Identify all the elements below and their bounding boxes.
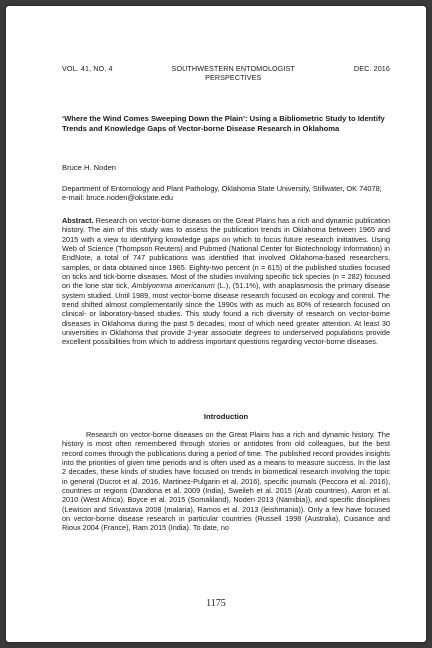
journal-name-line2: PERSPECTIVES (205, 73, 262, 82)
running-header (62, 64, 390, 82)
introduction-paragraph: Research on vector-borne diseases on the Great Plains has a rich and dynamic history. The history is most often remembered through stories or antidotes from old colleagues, but the best record comes through the publications during a period of time. The published record provides insights into the priorities of given time periods and is often used as a means to measure success. In the last 2 decades, these kinds of studies have focused on trends in biomedical research involving the topic in general (Ducrot et al. 2016, Martinez-Pulgarin et al. 2016), specific journals (Peccora et al. 2016), countries or regions (Dandona et al. 2009 (India), Sweileh et al. 2015 (Arab countries), Aaron et al. 2010 (West Africa), Boyce et al. 2015 (Somaliland), Noden 2013 (Namibia)), and specific disciplines (Lewison and Srivastava 2008 (malaria), Ramos et al. 2013 (leishmania)). Only a few have focused on vector-borne disease research in particular countries (Russell 1998 (Australia), Cuisance and Rioux 2004 (France), Ram 2015 (India). To date, no (62, 430, 390, 533)
section-heading-introduction: Introduction (203, 412, 249, 421)
author-name: Bruce H. Noden (62, 163, 117, 172)
abstract-paragraph (62, 216, 390, 347)
abstract-label: Abstract. (62, 216, 94, 225)
abstract-text-1: Research on vector-borne diseases on the Great Plains has a rich and dynamic publication history. The aim of this study was to assess the publication trends in Oklahoma between 1965 and 2015 with a view to identifying knowledge gaps on which to focus future research initiatives. Using Web of Science (Thompson Reuters) and Pubmed (National Center for Biotechnology Information) in EndNote, a total of 747 publications was identified that involved Oklahoma-based researchers, samples, or data obtained since 1965. Eighty-two percent (n = 615) of the published studies focused on ticks and tick-borne diseases. Most of the studies involving specific tick species (n = 282) focused on the lone star tick, (62, 216, 390, 291)
journal-name-line1: SOUTHWESTERN ENTOMOLOGIST (171, 64, 295, 73)
issue-date: DEC. 2016 (353, 64, 390, 73)
article-title: ‘Where the Wind Comes Sweeping Down the Plain’: Using a Bibliometric Study to Identify Trends and Knowledge Gaps of Vector-borne Disease Research in Oklahoma (62, 114, 385, 133)
volume-issue: VOL. 41, NO. 4 (62, 64, 113, 73)
abstract-species: Amblyomma americanum (131, 281, 215, 291)
page-number: 1175 (206, 598, 226, 609)
document-page (6, 6, 426, 642)
author-affiliation: Department of Entomology and Plant Pathology, Oklahoma State University, Stillwater, OK 74078; e-mail: bruce.noden@okstate.edu (62, 184, 382, 203)
journal-name (172, 64, 295, 82)
abstract-text-2: (L.), (51.1%), with anaplasmosis the primary disease system studied. Until 1989, most vector-borne disease research focused on ecology and control. The trend shifted almost complementarily since the 1990s with as much as 80% of research focused on clinical- or laboratory-based studies. This study found a rich diversity of research on vector-borne diseases in Oklahoma during the past 5 decades, most of which need greater attention. At least 30 universities in Oklahoma that provide 2-year associate degrees to underserved populations provide excellent possibilities from which to address important questions regarding vector-borne diseases. (62, 281, 390, 347)
